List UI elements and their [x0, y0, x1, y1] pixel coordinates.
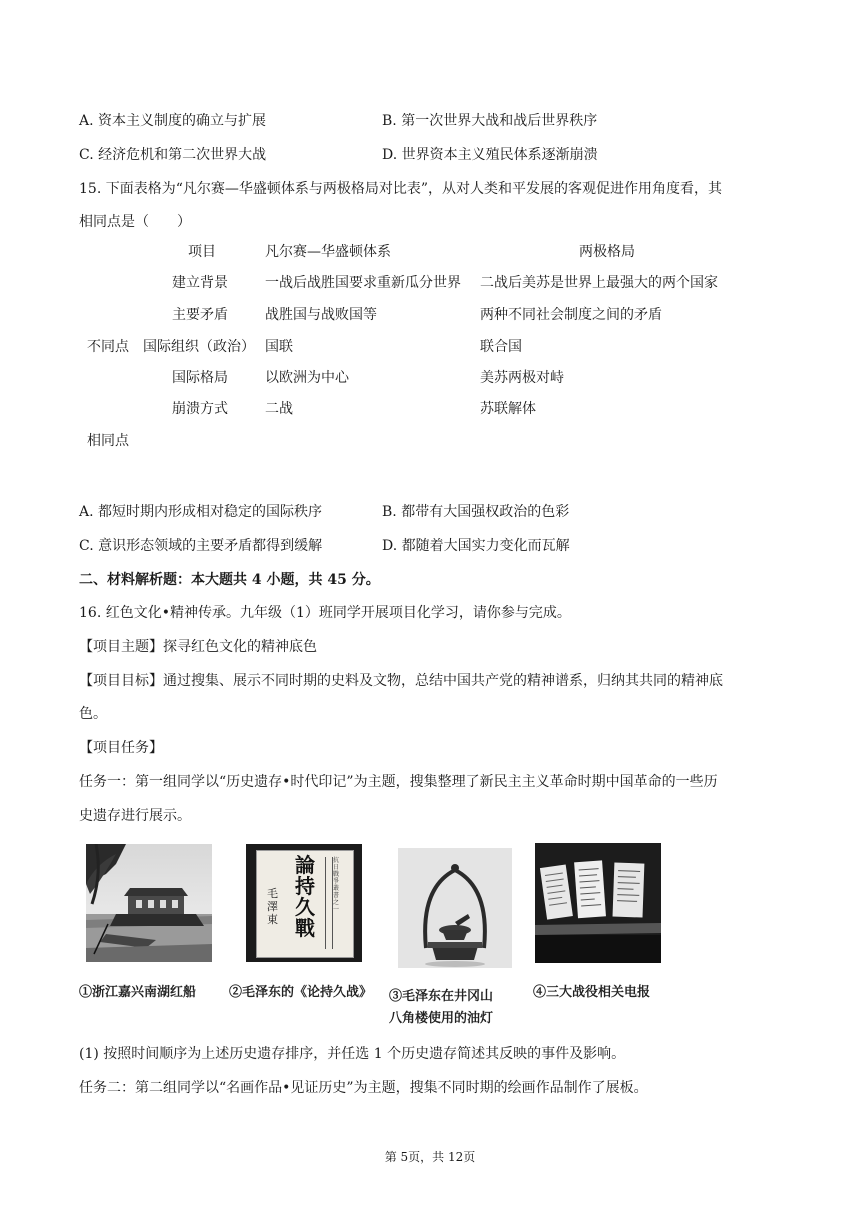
task-2: 任务二：第二组同学以“名画作品•见证历史”为主题，搜集不同时期的绘画作品制作了展板。 — [79, 1080, 648, 1096]
table-header-col1: 凡尔赛—华盛顿体系 — [265, 244, 391, 260]
option-a: A. 都短时期内形成相对稳定的国际秩序 — [79, 504, 323, 520]
option-d: D. 世界资本主义殖民体系逐渐崩溃 — [382, 147, 598, 163]
caption-2: ②毛泽东的《论持久战》 — [229, 985, 373, 1000]
table-cell: 以欧洲为中心 — [265, 370, 349, 386]
page-footer: 第 5页，共 12页 — [384, 1150, 476, 1164]
option-c: C. 意识形态领域的主要矛盾都得到缓解 — [79, 538, 323, 554]
option-c: C. 经济危机和第二次世界大战 — [79, 147, 267, 163]
table-row-item: 主要矛盾 — [172, 307, 228, 323]
table-cell: 战胜国与战败国等 — [265, 307, 377, 323]
table-cell: 二战 — [265, 401, 293, 417]
table-header-item: 项目 — [188, 244, 216, 260]
project-theme: 【项目主题】探寻红色文化的精神底色 — [79, 639, 317, 655]
caption-3-cont: 八角楼使用的油灯 — [389, 1011, 494, 1026]
table-cell: 苏联解体 — [480, 401, 536, 417]
table-cell: 两种不同社会制度之间的矛盾 — [480, 307, 662, 323]
table-cell: 联合国 — [480, 339, 522, 355]
option-d: D. 都随着大国实力变化而瓦解 — [382, 538, 570, 554]
telegrams-photo — [535, 843, 661, 963]
table-row-item: 国际组织（政治） — [143, 339, 255, 355]
table-cell: 国联 — [265, 339, 293, 355]
section-title: 二、材料解析题：本大题共 4 小题，共 45 分。 — [79, 572, 380, 588]
option-b: B. 都带有大国强权政治的色彩 — [382, 504, 570, 520]
table-diff-label: 不同点 — [87, 339, 129, 355]
option-a: A. 资本主义制度的确立与扩展 — [79, 113, 267, 129]
project-goal-cont: 色。 — [79, 706, 107, 722]
question-15-stem: 15. 下面表格为“凡尔赛—华盛顿体系与两极格局对比表”，从对人类和平发展的客观促进作用角度看，其 — [79, 181, 723, 197]
table-row-item: 崩溃方式 — [172, 401, 228, 417]
book-cover-rule — [325, 857, 333, 949]
project-task-header: 【项目任务】 — [79, 740, 163, 756]
oil-lamp-photo — [398, 848, 512, 968]
table-header-col2: 两极格局 — [579, 244, 635, 260]
table-row-item: 建立背景 — [172, 275, 228, 291]
caption-1: ①浙江嘉兴南湖红船 — [79, 985, 197, 1000]
question-15-stem-cont: 相同点是（ ） — [79, 214, 191, 230]
table-same-label: 相同点 — [87, 433, 129, 449]
sub-question-1: (1) 按照时间顺序为上述历史遗存排序，并任选 1 个历史遗存简述其反映的事件及影响。 — [79, 1046, 626, 1062]
task-1: 任务一：第一组同学以“历史遗存•时代印记”为主题，搜集整理了新民主主义革命时期中国革命的一些历 — [79, 774, 718, 790]
book-series-text: 抗日戰爭叢書之一 — [333, 857, 340, 913]
book-author-calligraphy: 毛澤東 — [267, 887, 278, 926]
book-cover — [256, 850, 354, 958]
table-cell: 二战后美苏是世界上最强大的两个国家 — [480, 275, 718, 291]
option-b: B. 第一次世界大战和战后世界秩序 — [382, 113, 598, 129]
table-cell: 一战后战胜国要求重新瓜分世界 — [265, 275, 461, 291]
table-row-item: 国际格局 — [172, 370, 228, 386]
book-cover-photo — [246, 844, 362, 962]
book-title-calligraphy: 論持久戰 — [295, 853, 315, 940]
caption-3: ③毛泽东在井冈山 — [389, 989, 494, 1004]
question-16-stem: 16. 红色文化•精神传承。九年级（1）班同学开展项目化学习，请你参与完成。 — [79, 605, 571, 621]
caption-4: ④三大战役相关电报 — [533, 985, 651, 1000]
project-goal: 【项目目标】通过搜集、展示不同时期的史料及文物，总结中国共产党的精神谱系，归纳其共同的精神底 — [79, 673, 723, 689]
red-boat-photo — [86, 844, 212, 962]
task-1-cont: 史遗存进行展示。 — [79, 808, 191, 824]
table-cell: 美苏两极对峙 — [480, 370, 564, 386]
